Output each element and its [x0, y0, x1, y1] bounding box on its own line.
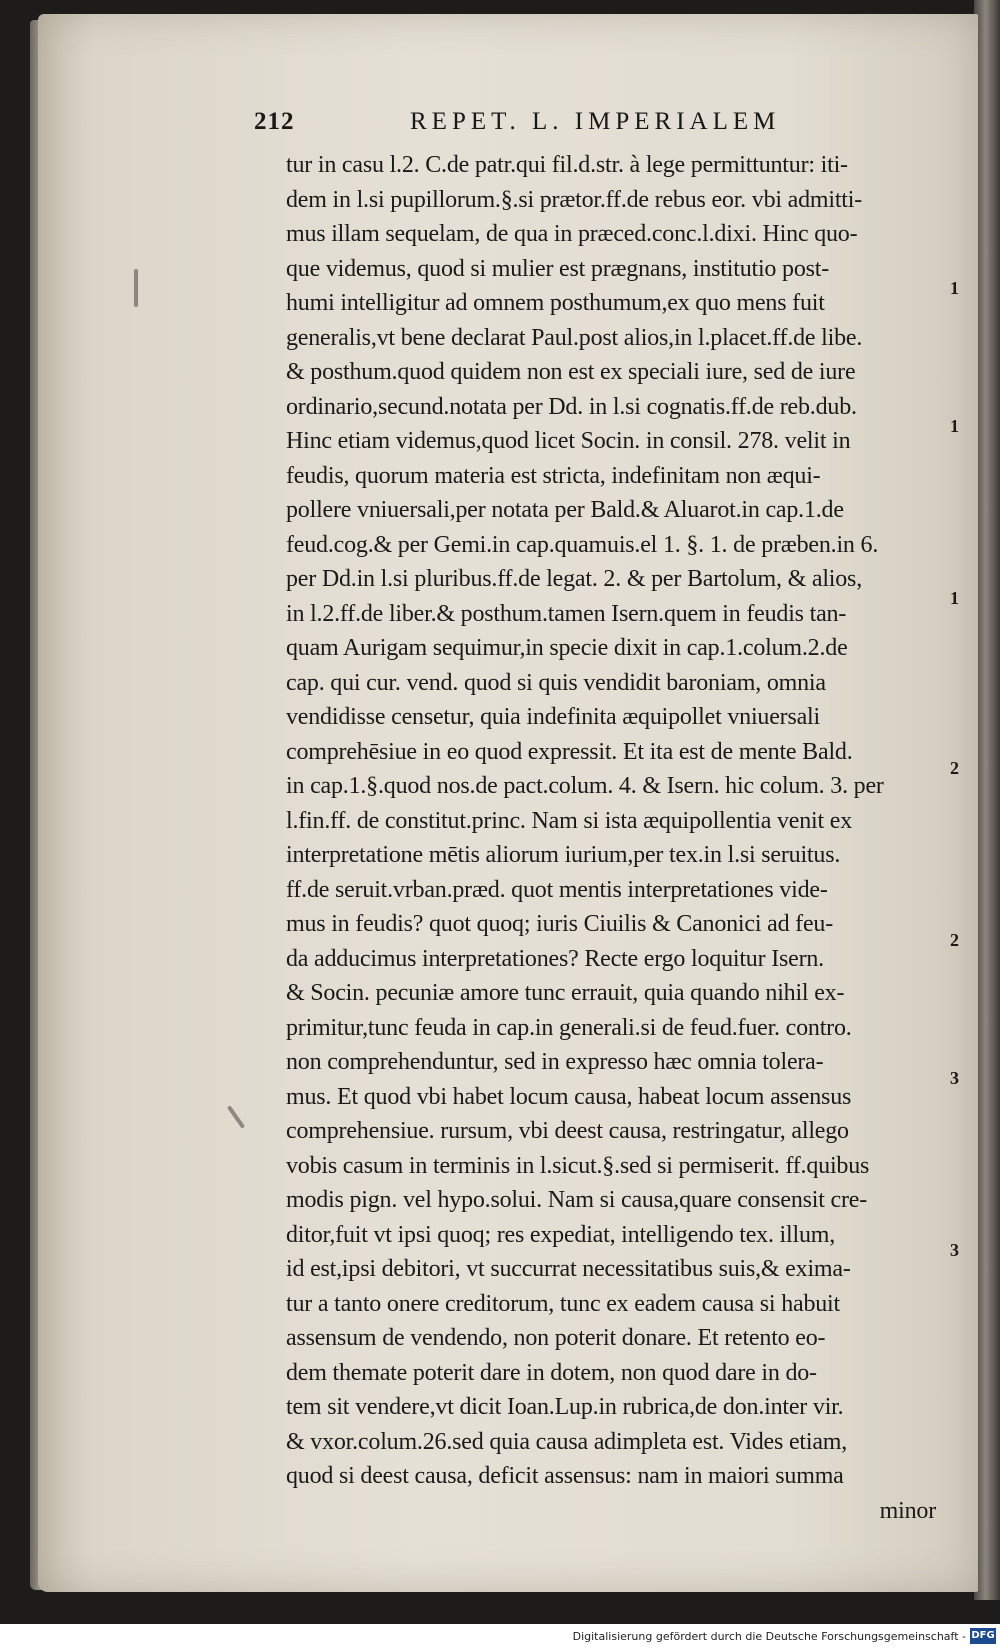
main-text [286, 148, 936, 1528]
text-line: generalis,vt bene declarat Paul.post alios,in l.placet.ff.de libe. [286, 324, 863, 351]
text-line: tur a tanto onere creditorum, tunc ex eadem causa si habuit [286, 1290, 840, 1317]
text-line: mus illam sequelam, de qua in præced.conc.l.dixi. Hinc quo- [286, 221, 858, 247]
catchword: minor [879, 1497, 936, 1524]
text-line: ordinario,secund.notata per Dd. in l.si cognatis.ff.de reb.dub. [286, 393, 857, 420]
text-line: primitur,tunc feuda in cap.in generali.si de feud.fuer. contro. [286, 1014, 852, 1041]
footer-bar [0, 1624, 1000, 1651]
text-line: mus. Et quod vbi habet locum causa, habeat locum assensus [286, 1083, 852, 1110]
text-line: & vxor.colum.26.sed quia causa adimpleta est. Vides etiam, [286, 1428, 848, 1455]
digitization-credit: Digitalisierung gefördert durch die Deutsche Forschungsgemeinschaft - [572, 1630, 966, 1643]
text-line: in l.2.ff.de liber.& posthum.tamen Isern.quem in feudis tan- [286, 600, 847, 627]
margin-note: 1 [950, 278, 959, 298]
text-line: Hinc etiam videmus,quod licet Socin. in consil. 278. velit in [286, 428, 851, 454]
text-line: in cap.1.§.quod nos.de pact.colum. 4. & Isern. hic colum. 3. per [286, 773, 884, 799]
ink-blot [227, 1105, 245, 1129]
text-line: dem themate poterit dare in dotem, non quod dare in do- [286, 1359, 817, 1386]
text-line: quod si deest causa, deficit assensus: nam in maiori summa [286, 1463, 844, 1489]
text-line: non comprehenduntur, sed in expresso hæc omnia tolera- [286, 1049, 824, 1075]
text-line: humi intelligitur ad omnem posthumum,ex quo mens fuit [286, 290, 825, 316]
text-line: ditor,fuit vt ipsi quoq; res expediat, intelligendo tex. illum, [286, 1221, 836, 1248]
text-line: feud.cog.& per Gemi.in cap.quamuis.el 1. §. 1. de præben.in 6. [286, 531, 879, 558]
dfg-logo: DFG [970, 1628, 996, 1644]
text-line: comprehēsiue in eo quod expressit. Et ita est de mente Bald. [286, 738, 853, 765]
running-head: REPET. L. IMPERIALEM [410, 108, 781, 135]
text-line: mus in feudis? quot quoq; iuris Ciuilis & Canonici ad feu- [286, 911, 834, 937]
text-line: & Socin. pecuniæ amore tunc errauit, quia quando nihil ex- [286, 980, 845, 1006]
margin-note: 1 [950, 416, 959, 436]
text-line: per Dd.in l.si pluribus.ff.de legat. 2. & per Bartolum, & alios, [286, 566, 862, 592]
page-number: 212 [254, 108, 295, 135]
text-line: dem in l.si pupillorum.§.si prætor.ff.de rebus eor. vbi admitti- [286, 186, 863, 213]
margin-note: 2 [950, 930, 959, 950]
margin-note: 3 [950, 1240, 959, 1260]
text-line: comprehensiue. rursum, vbi deest causa, restringatur, allego [286, 1118, 849, 1144]
text-line: quam Aurigam sequimur,in specie dixit in cap.1.colum.2.de [286, 635, 848, 661]
margin-note: 3 [950, 1068, 959, 1088]
margin-note: 2 [950, 758, 959, 778]
margin-note: 1 [950, 588, 959, 608]
ink-blot [134, 269, 138, 307]
text-line: & posthum.quod quidem non est ex speciali iure, sed de iure [286, 359, 856, 385]
text-line: cap. qui cur. vend. quod si quis vendidit baroniam, omnia [286, 669, 826, 696]
text-line: feudis, quorum materia est stricta, indefinitam non æqui- [286, 462, 821, 489]
text-line: modis pign. vel hypo.solui. Nam si causa,quare consensit cre- [286, 1187, 868, 1213]
text-line: interpretatione mētis aliorum iurium,per tex.in l.si seruitus. [286, 842, 841, 868]
text-line: id est,ipsi debitori, vt succurrat necessitatibus suis,& exima- [286, 1256, 851, 1282]
text-line: que videmus, quod si mulier est prægnans, institutio post- [286, 255, 830, 282]
text-line: pollere vniuersali,per notata per Bald.& Aluarot.in cap.1.de [286, 497, 844, 523]
text-line: da adducimus interpretationes? Recte ergo loquitur Isern. [286, 945, 824, 972]
text-line: vobis casum in terminis in l.sicut.§.sed si permiserit. ff.quibus [286, 1152, 870, 1179]
page-header [254, 108, 854, 142]
text-line: l.fin.ff. de constitut.princ. Nam si ista æquipollentia venit ex [286, 807, 852, 834]
text-line: ff.de seruit.vrban.præd. quot mentis interpretationes vide- [286, 876, 828, 903]
text-line: tur in casu l.2. C.de patr.qui fil.d.str. à lege permittuntur: iti- [286, 152, 848, 178]
text-line: vendidisse censetur, quia indefinita æquipollet vniuersali [286, 704, 820, 730]
text-line: assensum de vendendo, non poterit donare. Et retento eo- [286, 1325, 826, 1351]
text-line: tem sit vendere,vt dicit Ioan.Lup.in rubrica,de don.inter vir. [286, 1394, 844, 1420]
